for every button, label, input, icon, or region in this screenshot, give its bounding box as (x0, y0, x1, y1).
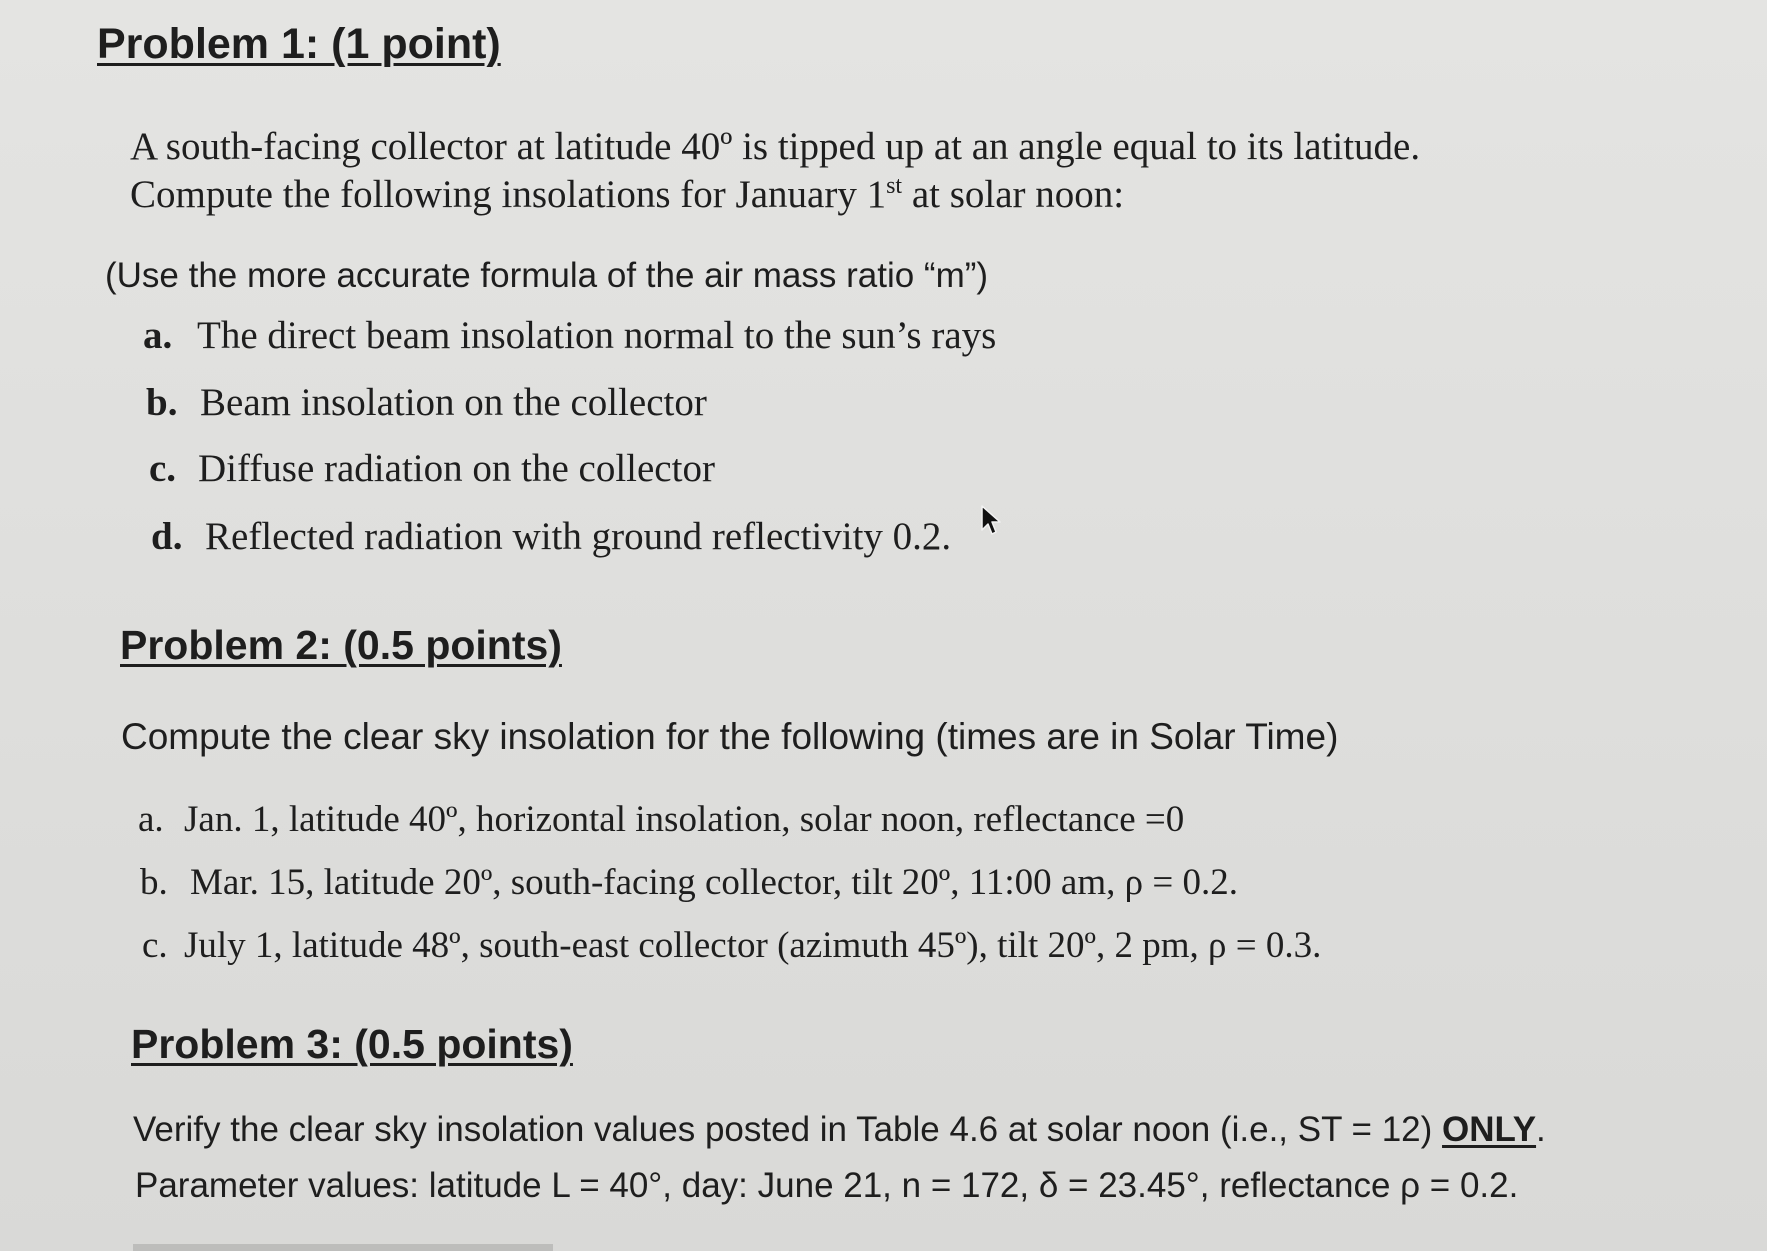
problem-1-item-d (151, 514, 951, 559)
next-heading-fragment (133, 1244, 553, 1251)
problem-3-line-1 (133, 1110, 1546, 1150)
item-label: b. (146, 381, 178, 424)
intro-line-2-tail: at solar noon: (902, 173, 1125, 216)
line-1-text: Verify the clear sky insolation values posted in Table 4.6 at solar noon (i.e., ST = 12) (133, 1110, 1443, 1149)
problem-2-item-b (140, 861, 1238, 904)
problem-2-item-c (142, 924, 1321, 967)
item-label: c. (149, 447, 177, 490)
item-text: The direct beam insolation normal to the sun’s rays (197, 314, 997, 357)
problem-2-intro: Compute the clear sky insolation for the following (times are in Solar Time) (121, 716, 1339, 757)
problem-1-item-b (146, 380, 707, 425)
problem-1-item-a (143, 313, 996, 358)
item-label: a. (138, 799, 164, 840)
problem-1-item-c (149, 446, 715, 491)
only-emphasis: ONLY (1442, 1110, 1537, 1149)
item-text: Reflected radiation with ground reflectivity 0.2. (205, 515, 952, 558)
problem-1-intro-line-2 (130, 172, 1124, 217)
item-text: Diffuse radiation on the collector (198, 447, 715, 490)
problem-2-heading: Problem 2: (0.5 points) (120, 622, 562, 668)
problem-1-heading: Problem 1: (1 point) (97, 20, 501, 68)
problem-1-intro-line-1: A south-facing collector at latitude 40º is tipped up at an angle equal to its latitude. (130, 125, 1421, 168)
intro-line-2-text: Compute the following insolations for January 1 (130, 173, 887, 216)
problem-2-item-a (138, 798, 1184, 841)
mouse-pointer-icon (980, 504, 1004, 543)
item-label: d. (151, 515, 183, 558)
problem-1-note: (Use the more accurate formula of the air mass ratio “m”) (105, 256, 989, 295)
intro-line-2-superscript: st (886, 173, 903, 199)
item-text: Jan. 1, latitude 40º, horizontal insolation, solar noon, reflectance =0 (184, 799, 1185, 840)
item-label: b. (140, 862, 168, 903)
problem-3-line-2: Parameter values: latitude L = 40°, day: June 21, n = 172, δ = 23.45°, reflectance ρ = 0.2. (135, 1166, 1519, 1205)
problem-3-heading: Problem 3: (0.5 points) (131, 1021, 573, 1067)
line-1-period: . (1536, 1110, 1546, 1149)
item-text: Beam insolation on the collector (200, 381, 707, 424)
item-label: c. (142, 925, 168, 966)
item-label: a. (143, 314, 173, 357)
item-text: July 1, latitude 48º, south-east collector (azimuth 45º), tilt 20º, 2 pm, ρ = 0.3. (184, 925, 1322, 966)
item-text: Mar. 15, latitude 20º, south-facing collector, tilt 20º, 11:00 am, ρ = 0.2. (190, 862, 1238, 903)
